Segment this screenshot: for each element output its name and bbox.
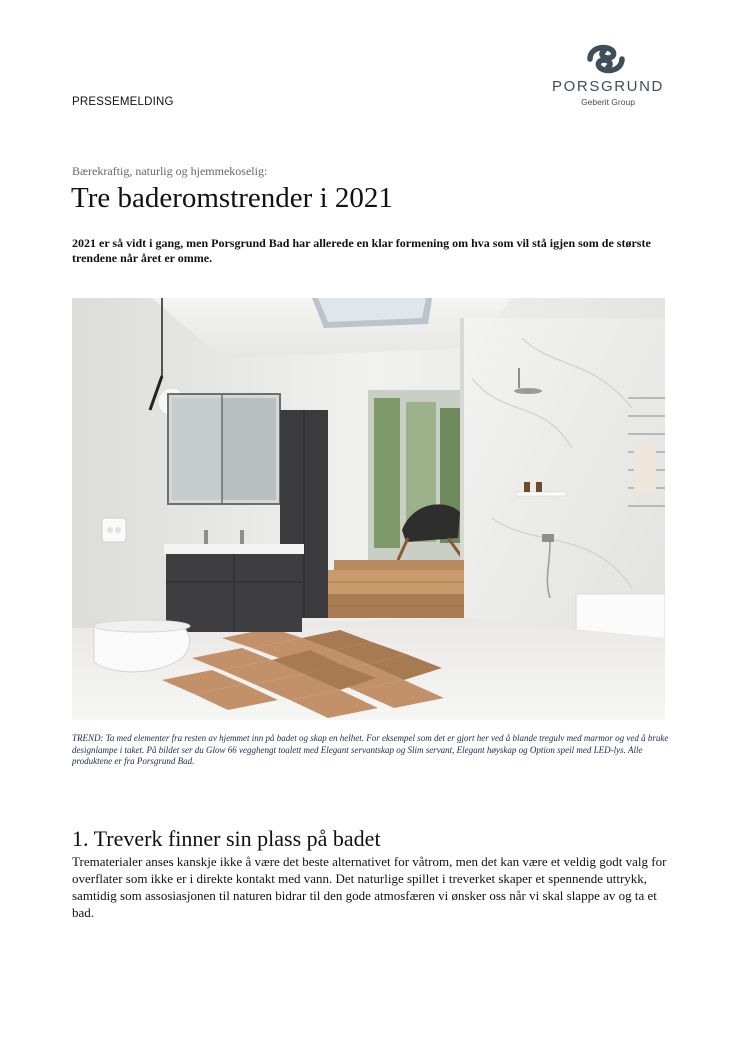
article-lead: 2021 er så vidt i gang, men Porsgrund Bad har allerede en klar formening om hva som vil stå igjen som de største trendene når året er omme.	[72, 236, 651, 265]
logo-group: Geberit Group	[581, 97, 635, 107]
section-body: Trematerialer anses kanskje ikke å være det beste alternativet for våtrom, men det kan være et veldig godt valg for overflater som ikke er i direkte kontakt med vann. Det naturlige spillet i treverket skaper et spennende uttrykk, samtidig som assosiasjonen til naturen bidrar til den gode atmosfæren vi ønsker oss når vi skal slappe av og ta et bad.	[72, 854, 667, 920]
company-logo	[532, 42, 682, 114]
porsgrund-logo-icon	[584, 42, 628, 76]
section-title: 1. Treverk finner sin plass på badet	[72, 826, 381, 851]
logo-brand: PORSGRUND	[552, 78, 664, 95]
page-title: Tre baderomstrender i 2021	[71, 182, 393, 214]
press-label: PRESSEMELDING	[72, 96, 174, 108]
photo-caption: TREND: Ta med elementer fra resten av hjemmet inn på badet og skap en helhet. For eksempel som det er gjort her ved å blande tregulv med marmor og ved å bruke designlampe i taket. På bildet ser du Glow 66 vegghengt toalett med Elegant servantskap og Slim servant, Elegant høyskap og Option speil med LED-lys. Alle produktene er fra Porsgrund Bad.	[72, 733, 669, 766]
bathroom-photo	[72, 298, 665, 720]
article-kicker: Bærekraftig, naturlig og hjemmekoselig:	[72, 164, 268, 178]
